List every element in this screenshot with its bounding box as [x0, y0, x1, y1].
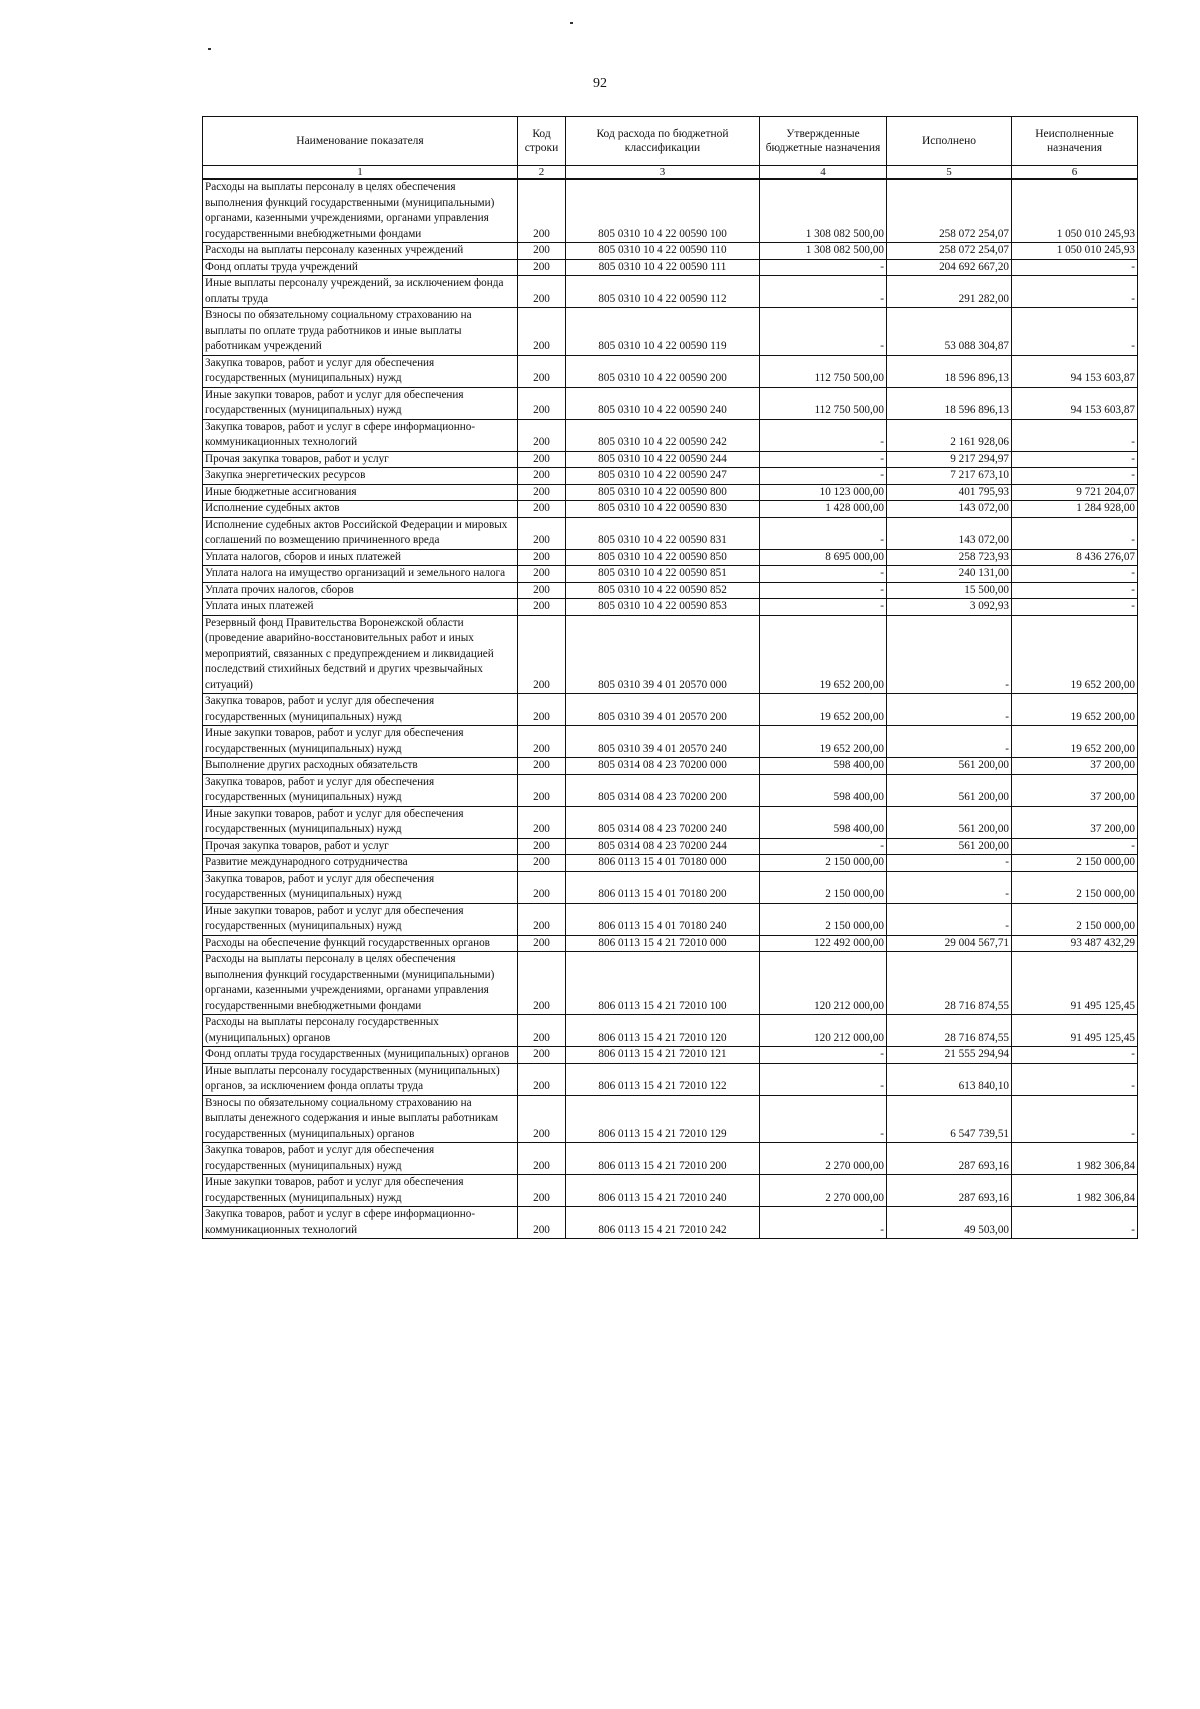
unexecuted-amount-cell: - — [1012, 517, 1138, 549]
unexecuted-amount-cell: 19 652 200,00 — [1012, 615, 1138, 694]
approved-amount-cell: - — [760, 1207, 887, 1239]
unexecuted-amount-cell: 91 495 125,45 — [1012, 1015, 1138, 1047]
table-row — [203, 276, 1138, 308]
budget-code-cell: 805 0310 10 4 22 00590 240 — [566, 387, 760, 419]
indicator-name-cell: Фонд оплаты труда учреждений — [203, 259, 518, 276]
unexecuted-amount-cell: - — [1012, 259, 1138, 276]
executed-amount-cell: 401 795,93 — [887, 484, 1012, 501]
indicator-name-cell: Закупка товаров, работ и услуг в сфере информационно-коммуникационных технологий — [203, 419, 518, 451]
unexecuted-amount-cell: 1 050 010 245,93 — [1012, 179, 1138, 243]
line-code-cell: 200 — [518, 903, 566, 935]
indicator-name-cell: Иные бюджетные ассигнования — [203, 484, 518, 501]
budget-code-cell: 805 0314 08 4 23 70200 240 — [566, 806, 760, 838]
indicator-name-cell: Прочая закупка товаров, работ и услуг — [203, 838, 518, 855]
budget-code-cell: 806 0113 15 4 21 72010 242 — [566, 1207, 760, 1239]
line-code-cell: 200 — [518, 566, 566, 583]
budget-code-cell: 805 0310 10 4 22 00590 119 — [566, 308, 760, 356]
budget-code-cell: 805 0310 10 4 22 00590 247 — [566, 468, 760, 485]
table-row — [203, 1175, 1138, 1207]
table-row — [203, 517, 1138, 549]
line-code-cell: 200 — [518, 549, 566, 566]
approved-amount-cell: 2 150 000,00 — [760, 871, 887, 903]
indicator-name-cell: Уплата иных платежей — [203, 599, 518, 616]
executed-amount-cell: 561 200,00 — [887, 806, 1012, 838]
table-header — [203, 117, 1138, 180]
unexecuted-amount-cell: 2 150 000,00 — [1012, 855, 1138, 872]
unexecuted-amount-cell: 93 487 432,29 — [1012, 935, 1138, 952]
budget-code-cell: 805 0314 08 4 23 70200 244 — [566, 838, 760, 855]
indicator-name-cell: Расходы на выплаты персоналу в целях обеспечения выполнения функций государственными (муниципальными) органами, казенными учреждениями, органами управления государственными внебюджетными фондами — [203, 179, 518, 243]
executed-amount-cell: - — [887, 694, 1012, 726]
budget-code-cell: 805 0314 08 4 23 70200 000 — [566, 758, 760, 775]
table-row — [203, 451, 1138, 468]
executed-amount-cell: 240 131,00 — [887, 566, 1012, 583]
approved-amount-cell: - — [760, 599, 887, 616]
budget-code-cell: 805 0314 08 4 23 70200 200 — [566, 774, 760, 806]
unexecuted-amount-cell: - — [1012, 1063, 1138, 1095]
indicator-name-cell: Иные выплаты персоналу государственных (муниципальных) органов, за исключением фонда оплаты труда — [203, 1063, 518, 1095]
budget-code-cell: 805 0310 10 4 22 00590 242 — [566, 419, 760, 451]
budget-code-cell: 806 0113 15 4 21 72010 122 — [566, 1063, 760, 1095]
budget-code-cell: 805 0310 10 4 22 00590 853 — [566, 599, 760, 616]
executed-amount-cell: 18 596 896,13 — [887, 387, 1012, 419]
executed-amount-cell: 258 723,93 — [887, 549, 1012, 566]
line-code-cell: 200 — [518, 355, 566, 387]
unexecuted-amount-cell: 19 652 200,00 — [1012, 694, 1138, 726]
unexecuted-amount-cell: - — [1012, 451, 1138, 468]
line-code-cell: 200 — [518, 582, 566, 599]
indicator-name-cell: Расходы на выплаты персоналу казенных учреждений — [203, 243, 518, 260]
executed-amount-cell: 258 072 254,07 — [887, 179, 1012, 243]
table-row — [203, 387, 1138, 419]
executed-amount-cell: 2 161 928,06 — [887, 419, 1012, 451]
line-code-cell: 200 — [518, 1015, 566, 1047]
budget-code-cell: 805 0310 39 4 01 20570 000 — [566, 615, 760, 694]
line-code-cell: 200 — [518, 179, 566, 243]
approved-amount-cell: 598 400,00 — [760, 758, 887, 775]
page-number: 92 — [593, 76, 607, 91]
table-row — [203, 179, 1138, 243]
indicator-name-cell: Исполнение судебных актов Российской Федерации и мировых соглашений по возмещению причиненного вреда — [203, 517, 518, 549]
approved-amount-cell: 1 428 000,00 — [760, 501, 887, 518]
indicator-name-cell: Закупка энергетических ресурсов — [203, 468, 518, 485]
budget-code-cell: 806 0113 15 4 21 72010 200 — [566, 1143, 760, 1175]
unexecuted-amount-cell: - — [1012, 838, 1138, 855]
unexecuted-amount-cell: 37 200,00 — [1012, 774, 1138, 806]
unexecuted-amount-cell: - — [1012, 1207, 1138, 1239]
unexecuted-amount-cell: 9 721 204,07 — [1012, 484, 1138, 501]
indicator-name-cell: Взносы по обязательному социальному страхованию на выплаты по оплате труда работников и иные выплаты работникам учреждений — [203, 308, 518, 356]
budget-code-cell: 805 0310 39 4 01 20570 200 — [566, 694, 760, 726]
approved-amount-cell: - — [760, 838, 887, 855]
unexecuted-amount-cell: 37 200,00 — [1012, 758, 1138, 775]
table-row — [203, 566, 1138, 583]
unexecuted-amount-cell: 2 150 000,00 — [1012, 871, 1138, 903]
table-row — [203, 952, 1138, 1015]
table-row — [203, 726, 1138, 758]
indicator-name-cell: Взносы по обязательному социальному страхованию на выплаты денежного содержания и иные выплаты работникам государственных (муниципальных) органов — [203, 1095, 518, 1143]
indicator-name-cell: Иные выплаты персоналу учреждений, за исключением фонда оплаты труда — [203, 276, 518, 308]
column-number: 5 — [887, 166, 1012, 180]
unexecuted-amount-cell: 1 050 010 245,93 — [1012, 243, 1138, 260]
budget-code-cell: 805 0310 10 4 22 00590 852 — [566, 582, 760, 599]
executed-amount-cell: 29 004 567,71 — [887, 935, 1012, 952]
executed-amount-cell: 28 716 874,55 — [887, 1015, 1012, 1047]
approved-amount-cell: 1 308 082 500,00 — [760, 179, 887, 243]
header-unexecuted: Неисполненные назначения — [1012, 117, 1138, 166]
indicator-name-cell: Резервный фонд Правительства Воронежской области (проведение аварийно-восстановительных работ и иных мероприятий, связанных с предупреждением и ликвидацией последствий стихийных бедствий и других чрезвычайных ситуаций) — [203, 615, 518, 694]
table-row — [203, 1063, 1138, 1095]
executed-amount-cell: 561 200,00 — [887, 758, 1012, 775]
indicator-name-cell: Расходы на выплаты персоналу в целях обеспечения выполнения функций государственными (муниципальными) органами, казенными учреждениями, органами управления государственными внебюджетными фондами — [203, 952, 518, 1015]
column-number: 2 — [518, 166, 566, 180]
budget-code-cell: 805 0310 10 4 22 00590 830 — [566, 501, 760, 518]
line-code-cell: 200 — [518, 259, 566, 276]
table-row — [203, 935, 1138, 952]
line-code-cell: 200 — [518, 276, 566, 308]
indicator-name-cell: Закупка товаров, работ и услуг для обеспечения государственных (муниципальных) нужд — [203, 355, 518, 387]
executed-amount-cell: 9 217 294,97 — [887, 451, 1012, 468]
line-code-cell: 200 — [518, 387, 566, 419]
column-number-row — [203, 166, 1138, 180]
unexecuted-amount-cell: 37 200,00 — [1012, 806, 1138, 838]
line-code-cell: 200 — [518, 758, 566, 775]
approved-amount-cell: 10 123 000,00 — [760, 484, 887, 501]
line-code-cell: 200 — [518, 935, 566, 952]
indicator-name-cell: Иные закупки товаров, работ и услуг для обеспечения государственных (муниципальных) нужд — [203, 387, 518, 419]
budget-code-cell: 805 0310 10 4 22 00590 851 — [566, 566, 760, 583]
budget-code-cell: 806 0113 15 4 21 72010 100 — [566, 952, 760, 1015]
budget-code-cell: 806 0113 15 4 01 70180 200 — [566, 871, 760, 903]
approved-amount-cell: 598 400,00 — [760, 806, 887, 838]
executed-amount-cell: - — [887, 871, 1012, 903]
indicator-name-cell: Закупка товаров, работ и услуг для обеспечения государственных (муниципальных) нужд — [203, 1143, 518, 1175]
indicator-name-cell: Закупка товаров, работ и услуг в сфере информационно-коммуникационных технологий — [203, 1207, 518, 1239]
line-code-cell: 200 — [518, 1095, 566, 1143]
line-code-cell: 200 — [518, 1047, 566, 1064]
indicator-name-cell: Иные закупки товаров, работ и услуг для обеспечения государственных (муниципальных) нужд — [203, 806, 518, 838]
unexecuted-amount-cell: 1 982 306,84 — [1012, 1175, 1138, 1207]
column-number: 6 — [1012, 166, 1138, 180]
executed-amount-cell: - — [887, 903, 1012, 935]
approved-amount-cell: 120 212 000,00 — [760, 952, 887, 1015]
unexecuted-amount-cell: - — [1012, 599, 1138, 616]
approved-amount-cell: 19 652 200,00 — [760, 615, 887, 694]
executed-amount-cell: 15 500,00 — [887, 582, 1012, 599]
line-code-cell: 200 — [518, 1207, 566, 1239]
budget-execution-table — [202, 116, 1138, 1239]
unexecuted-amount-cell: - — [1012, 1047, 1138, 1064]
unexecuted-amount-cell: - — [1012, 582, 1138, 599]
executed-amount-cell: 287 693,16 — [887, 1175, 1012, 1207]
budget-code-cell: 805 0310 10 4 22 00590 800 — [566, 484, 760, 501]
table-row — [203, 501, 1138, 518]
executed-amount-cell: 53 088 304,87 — [887, 308, 1012, 356]
indicator-name-cell: Закупка товаров, работ и услуг для обеспечения государственных (муниципальных) нужд — [203, 871, 518, 903]
executed-amount-cell: 561 200,00 — [887, 774, 1012, 806]
approved-amount-cell: 2 270 000,00 — [760, 1143, 887, 1175]
approved-amount-cell: - — [760, 419, 887, 451]
table-row — [203, 774, 1138, 806]
executed-amount-cell: 613 840,10 — [887, 1063, 1012, 1095]
table-row — [203, 1095, 1138, 1143]
unexecuted-amount-cell: 8 436 276,07 — [1012, 549, 1138, 566]
executed-amount-cell: - — [887, 855, 1012, 872]
approved-amount-cell: - — [760, 1063, 887, 1095]
unexecuted-amount-cell: 19 652 200,00 — [1012, 726, 1138, 758]
table-row — [203, 806, 1138, 838]
line-code-cell: 200 — [518, 484, 566, 501]
table-row — [203, 259, 1138, 276]
table-row — [203, 468, 1138, 485]
table-row — [203, 871, 1138, 903]
budget-code-cell: 806 0113 15 4 21 72010 240 — [566, 1175, 760, 1207]
table-row — [203, 855, 1138, 872]
table-row — [203, 484, 1138, 501]
executed-amount-cell: 143 072,00 — [887, 501, 1012, 518]
indicator-name-cell: Уплата прочих налогов, сборов — [203, 582, 518, 599]
unexecuted-amount-cell: - — [1012, 1095, 1138, 1143]
header-indicator-name: Наименование показателя — [203, 117, 518, 166]
executed-amount-cell: 18 596 896,13 — [887, 355, 1012, 387]
executed-amount-cell: 28 716 874,55 — [887, 952, 1012, 1015]
approved-amount-cell: 8 695 000,00 — [760, 549, 887, 566]
line-code-cell: 200 — [518, 855, 566, 872]
budget-code-cell: 806 0113 15 4 01 70180 000 — [566, 855, 760, 872]
indicator-name-cell: Уплата налогов, сборов и иных платежей — [203, 549, 518, 566]
line-code-cell: 200 — [518, 806, 566, 838]
line-code-cell: 200 — [518, 726, 566, 758]
budget-code-cell: 805 0310 10 4 22 00590 200 — [566, 355, 760, 387]
table-row — [203, 694, 1138, 726]
executed-amount-cell: - — [887, 615, 1012, 694]
approved-amount-cell: 112 750 500,00 — [760, 387, 887, 419]
approved-amount-cell: 598 400,00 — [760, 774, 887, 806]
executed-amount-cell: 204 692 667,20 — [887, 259, 1012, 276]
executed-amount-cell: 49 503,00 — [887, 1207, 1012, 1239]
table-row — [203, 419, 1138, 451]
line-code-cell: 200 — [518, 694, 566, 726]
indicator-name-cell: Расходы на выплаты персоналу государственных (муниципальных) органов — [203, 1015, 518, 1047]
approved-amount-cell: - — [760, 566, 887, 583]
approved-amount-cell: - — [760, 308, 887, 356]
unexecuted-amount-cell: - — [1012, 468, 1138, 485]
table-row — [203, 758, 1138, 775]
approved-amount-cell: 19 652 200,00 — [760, 694, 887, 726]
table-row — [203, 308, 1138, 356]
table-row — [203, 549, 1138, 566]
indicator-name-cell: Уплата налога на имущество организаций и земельного налога — [203, 566, 518, 583]
approved-amount-cell: 1 308 082 500,00 — [760, 243, 887, 260]
indicator-name-cell: Фонд оплаты труда государственных (муниципальных) органов — [203, 1047, 518, 1064]
header-executed: Исполнено — [887, 117, 1012, 166]
header-row — [203, 117, 1138, 166]
approved-amount-cell: 2 150 000,00 — [760, 903, 887, 935]
approved-amount-cell: 120 212 000,00 — [760, 1015, 887, 1047]
table-row — [203, 903, 1138, 935]
column-number: 3 — [566, 166, 760, 180]
executed-amount-cell: 6 547 739,51 — [887, 1095, 1012, 1143]
approved-amount-cell: - — [760, 259, 887, 276]
approved-amount-cell: - — [760, 582, 887, 599]
indicator-name-cell: Закупка товаров, работ и услуг для обеспечения государственных (муниципальных) нужд — [203, 774, 518, 806]
table-row — [203, 1015, 1138, 1047]
unexecuted-amount-cell: 91 495 125,45 — [1012, 952, 1138, 1015]
unexecuted-amount-cell: - — [1012, 566, 1138, 583]
line-code-cell: 200 — [518, 308, 566, 356]
budget-code-cell: 805 0310 10 4 22 00590 110 — [566, 243, 760, 260]
executed-amount-cell: 258 072 254,07 — [887, 243, 1012, 260]
approved-amount-cell: - — [760, 1095, 887, 1143]
executed-amount-cell: - — [887, 726, 1012, 758]
line-code-cell: 200 — [518, 243, 566, 260]
budget-code-cell: 806 0113 15 4 01 70180 240 — [566, 903, 760, 935]
unexecuted-amount-cell: 1 982 306,84 — [1012, 1143, 1138, 1175]
indicator-name-cell: Выполнение других расходных обязательств — [203, 758, 518, 775]
budget-code-cell: 806 0113 15 4 21 72010 120 — [566, 1015, 760, 1047]
indicator-name-cell: Расходы на обеспечение функций государственных органов — [203, 935, 518, 952]
indicator-name-cell: Иные закупки товаров, работ и услуг для обеспечения государственных (муниципальных) нужд — [203, 1175, 518, 1207]
column-number: 1 — [203, 166, 518, 180]
scan-mark — [208, 48, 211, 50]
table-row — [203, 582, 1138, 599]
indicator-name-cell: Закупка товаров, работ и услуг для обеспечения государственных (муниципальных) нужд — [203, 694, 518, 726]
approved-amount-cell: 112 750 500,00 — [760, 355, 887, 387]
unexecuted-amount-cell: - — [1012, 276, 1138, 308]
executed-amount-cell: 143 072,00 — [887, 517, 1012, 549]
executed-amount-cell: 291 282,00 — [887, 276, 1012, 308]
table-row — [203, 599, 1138, 616]
table-row — [203, 1207, 1138, 1239]
table-row — [203, 1047, 1138, 1064]
unexecuted-amount-cell: 94 153 603,87 — [1012, 355, 1138, 387]
unexecuted-amount-cell: 1 284 928,00 — [1012, 501, 1138, 518]
executed-amount-cell: 7 217 673,10 — [887, 468, 1012, 485]
budget-code-cell: 806 0113 15 4 21 72010 000 — [566, 935, 760, 952]
budget-code-cell: 806 0113 15 4 21 72010 121 — [566, 1047, 760, 1064]
table-row — [203, 355, 1138, 387]
column-number: 4 — [760, 166, 887, 180]
budget-code-cell: 805 0310 10 4 22 00590 100 — [566, 179, 760, 243]
line-code-cell: 200 — [518, 1063, 566, 1095]
approved-amount-cell: - — [760, 451, 887, 468]
budget-code-cell: 805 0310 10 4 22 00590 112 — [566, 276, 760, 308]
executed-amount-cell: 3 092,93 — [887, 599, 1012, 616]
indicator-name-cell: Прочая закупка товаров, работ и услуг — [203, 451, 518, 468]
budget-code-cell: 805 0310 10 4 22 00590 850 — [566, 549, 760, 566]
line-code-cell: 200 — [518, 517, 566, 549]
header-line-code: Код строки — [518, 117, 566, 166]
line-code-cell: 200 — [518, 419, 566, 451]
line-code-cell: 200 — [518, 952, 566, 1015]
budget-code-cell: 805 0310 10 4 22 00590 831 — [566, 517, 760, 549]
line-code-cell: 200 — [518, 1175, 566, 1207]
approved-amount-cell: - — [760, 276, 887, 308]
indicator-name-cell: Развитие международного сотрудничества — [203, 855, 518, 872]
budget-code-cell: 805 0310 10 4 22 00590 244 — [566, 451, 760, 468]
line-code-cell: 200 — [518, 774, 566, 806]
line-code-cell: 200 — [518, 501, 566, 518]
line-code-cell: 200 — [518, 1143, 566, 1175]
approved-amount-cell: 2 150 000,00 — [760, 855, 887, 872]
executed-amount-cell: 287 693,16 — [887, 1143, 1012, 1175]
table-row — [203, 838, 1138, 855]
table-row — [203, 615, 1138, 694]
approved-amount-cell: 122 492 000,00 — [760, 935, 887, 952]
budget-code-cell: 805 0310 39 4 01 20570 240 — [566, 726, 760, 758]
executed-amount-cell: 21 555 294,94 — [887, 1047, 1012, 1064]
header-approved: Утвержденные бюджетные назначения — [760, 117, 887, 166]
line-code-cell: 200 — [518, 451, 566, 468]
approved-amount-cell: - — [760, 1047, 887, 1064]
table-body — [203, 179, 1138, 1239]
indicator-name-cell: Иные закупки товаров, работ и услуг для обеспечения государственных (муниципальных) нужд — [203, 903, 518, 935]
unexecuted-amount-cell: - — [1012, 419, 1138, 451]
line-code-cell: 200 — [518, 468, 566, 485]
approved-amount-cell: 19 652 200,00 — [760, 726, 887, 758]
table-row — [203, 243, 1138, 260]
indicator-name-cell: Исполнение судебных актов — [203, 501, 518, 518]
approved-amount-cell: - — [760, 468, 887, 485]
approved-amount-cell: - — [760, 517, 887, 549]
indicator-name-cell: Иные закупки товаров, работ и услуг для обеспечения государственных (муниципальных) нужд — [203, 726, 518, 758]
budget-code-cell: 805 0310 10 4 22 00590 111 — [566, 259, 760, 276]
unexecuted-amount-cell: - — [1012, 308, 1138, 356]
scan-mark — [570, 22, 573, 24]
line-code-cell: 200 — [518, 599, 566, 616]
line-code-cell: 200 — [518, 871, 566, 903]
approved-amount-cell: 2 270 000,00 — [760, 1175, 887, 1207]
line-code-cell: 200 — [518, 838, 566, 855]
unexecuted-amount-cell: 94 153 603,87 — [1012, 387, 1138, 419]
header-budget-code: Код расхода по бюджетной классификации — [566, 117, 760, 166]
unexecuted-amount-cell: 2 150 000,00 — [1012, 903, 1138, 935]
table-row — [203, 1143, 1138, 1175]
executed-amount-cell: 561 200,00 — [887, 838, 1012, 855]
line-code-cell: 200 — [518, 615, 566, 694]
budget-code-cell: 806 0113 15 4 21 72010 129 — [566, 1095, 760, 1143]
